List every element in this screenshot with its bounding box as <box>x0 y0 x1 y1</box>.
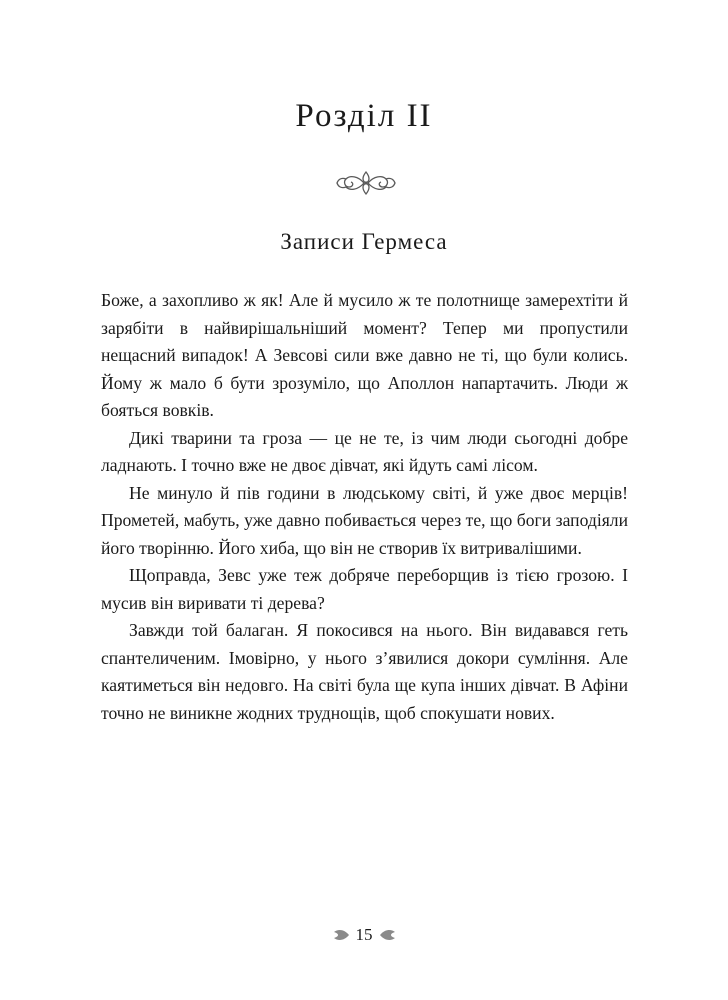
body-text <box>101 287 628 727</box>
right-leaf-ornament-icon <box>379 927 397 943</box>
chapter-title: Розділ II <box>295 98 433 134</box>
page-number: 15 <box>355 925 373 944</box>
paragraph: Дикі тварини та гроза — це не те, із чим люди сьогодні добре ладнають. І точно вже не двоє дівчат, які йдуть самі лісом. <box>101 427 628 475</box>
page-footer <box>0 925 728 945</box>
paragraph: Щоправда, Зевс уже теж добряче переборщив із тією грозою. І мусив він виривати ті дерева? <box>101 565 628 613</box>
paragraph: Завжди той балаган. Я покосився на нього. Він видавався геть спантеличеним. Імовірно, у нього з’явилися докори сумління. Але каятиметься він недовго. На світі була ще купа інших дівчат. В Афіни точно не виникне жодних труднощів, щоб спокушати нових. <box>101 620 628 723</box>
left-leaf-ornament-icon <box>332 927 350 943</box>
floral-ornament-icon <box>334 168 398 198</box>
section-title: Записи Гермеса <box>280 229 448 254</box>
paragraph: Боже, а захопливо ж як! Але й мусило ж те полотнище замерехтіти й зарябіти в найвирішальніший момент? Тепер ми пропустили нещасний випадок! А Зевсові сили вже давно не ті, що були колись. Йому ж мало б бути зрозуміло, що Аполлон напартачить. Люди ж бояться вовків. <box>101 290 628 420</box>
paragraph: Не минуло й пів години в людському світі, й уже двоє мерців! Прометей, мабуть, уже давно побивається через те, що боги заподіяли його творінню. Його хиба, що він не створив їх витривалішими. <box>101 482 628 558</box>
